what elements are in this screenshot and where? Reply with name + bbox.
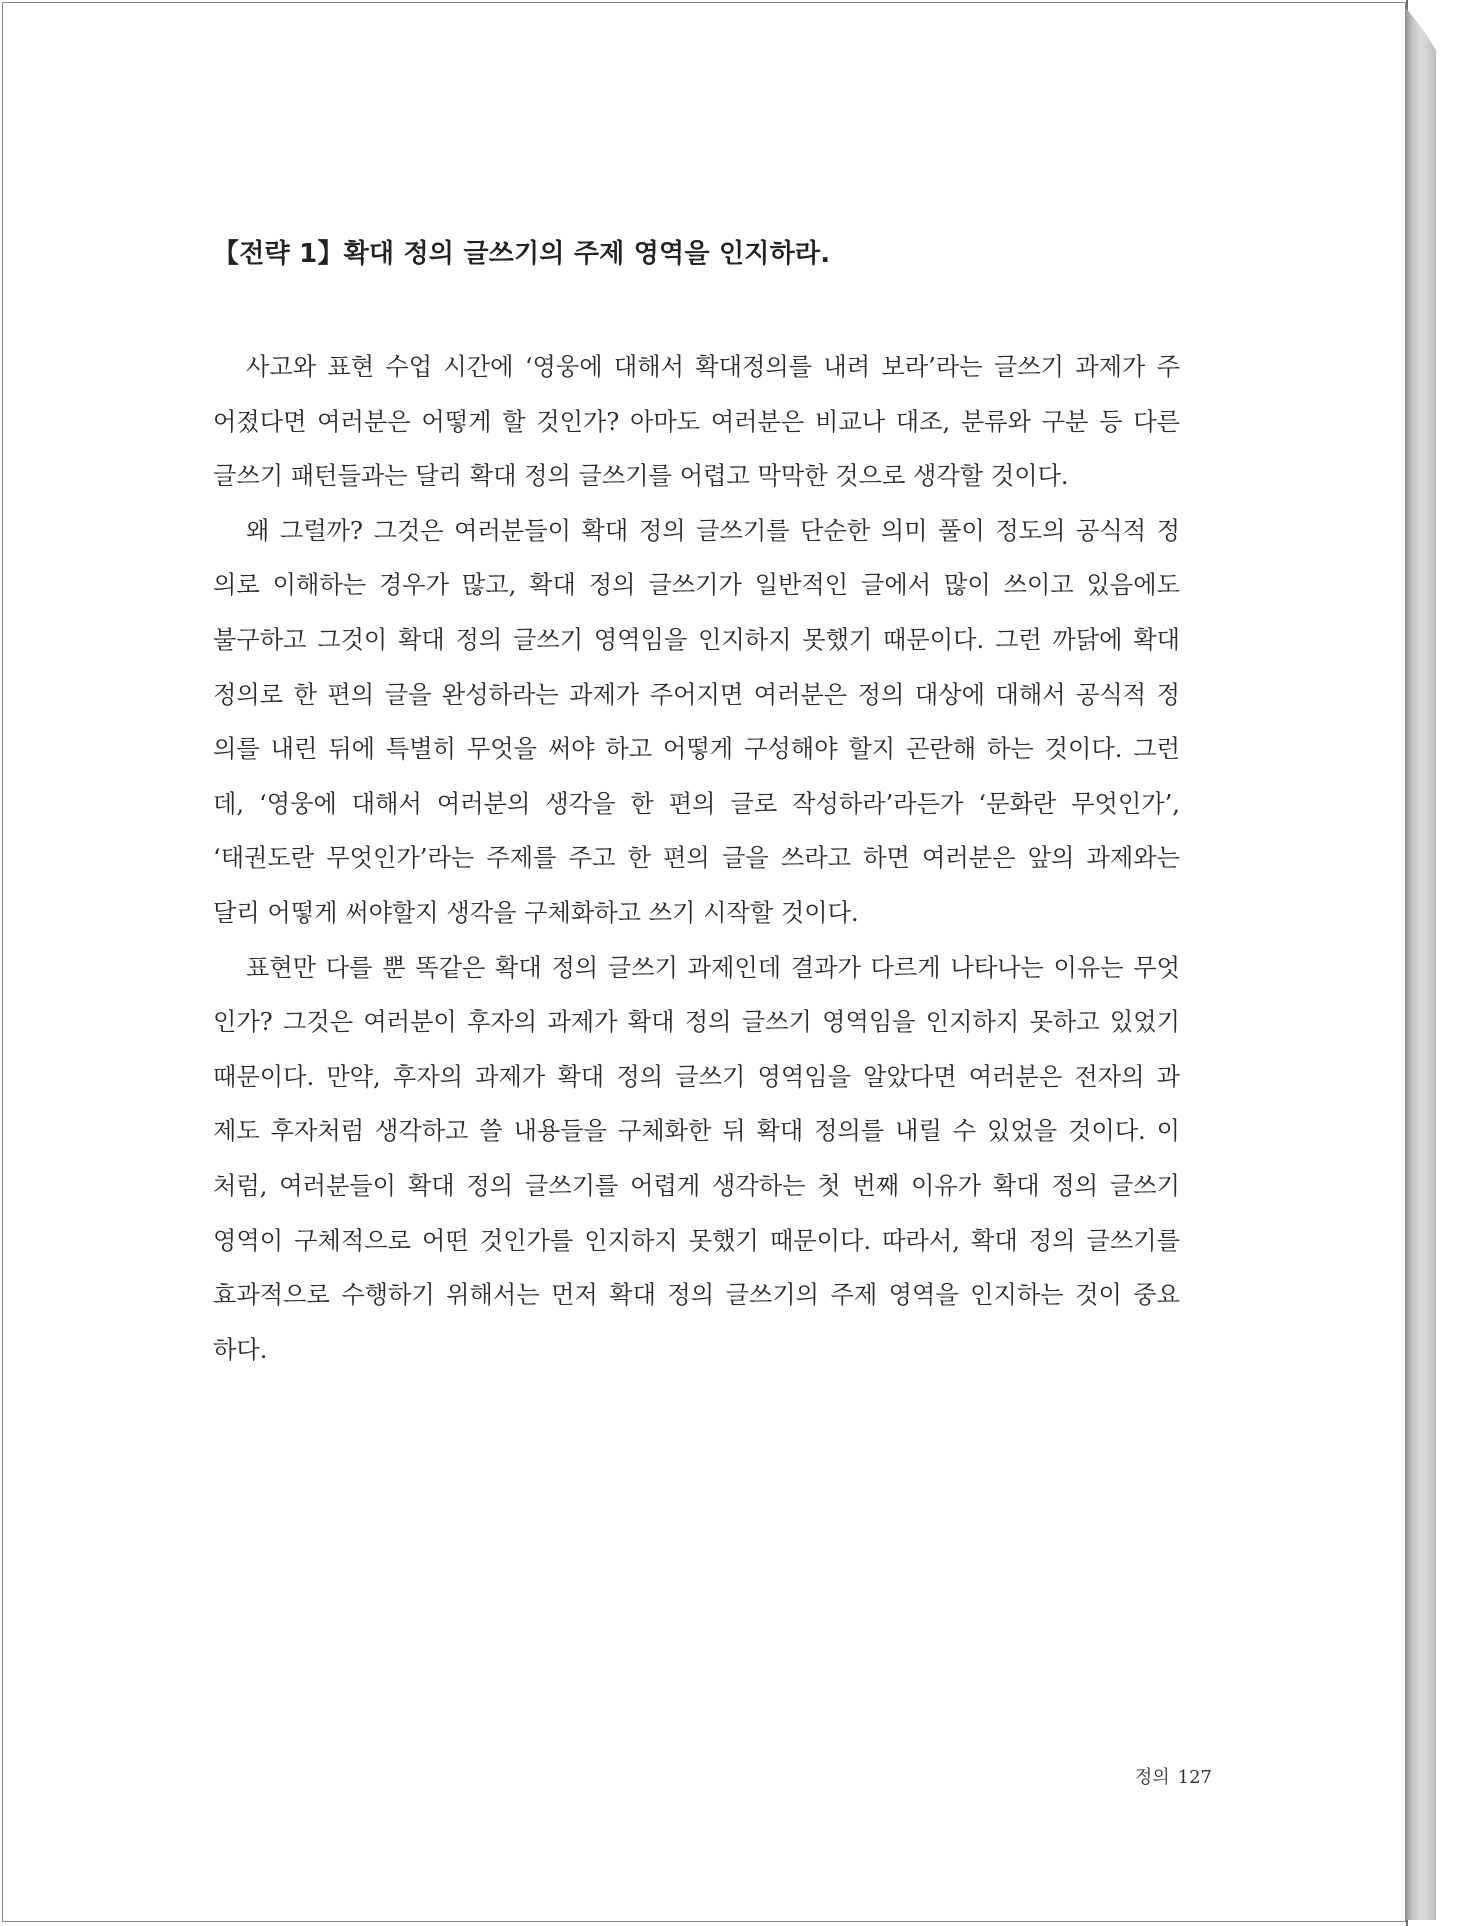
strategy-heading: 【전략 1】확대 정의 글쓰기의 주제 영역을 인지하라.	[213, 239, 831, 269]
text-line: 영역이 구체적으로 어떤 것인가를 인지하지 못했기 때문이다. 따라서, 확대 정의 글쓰기를	[213, 1226, 1180, 1255]
text-line: 왜 그럴까? 그것은 여러분들이 확대 정의 글쓰기를 단순한 의미 풀이 정도의 공식적 정	[246, 516, 1180, 545]
text-line: 하다.	[213, 1335, 268, 1364]
text-line: 제도 후자처럼 생각하고 쓸 내용들을 구체화한 뒤 확대 정의를 내릴 수 있었을 것이다. 이	[213, 1117, 1180, 1146]
text-line: 표현만 다를 뿐 똑같은 확대 정의 글쓰기 과제인데 결과가 다르게 나타나는 이유는 무엇	[246, 953, 1180, 982]
book-page-edge	[1406, 8, 1436, 1920]
text-line: 의를 내린 뒤에 특별히 무엇을 써야 하고 어떻게 구성해야 할지 곤란해 하는 것이다. 그런	[213, 735, 1180, 764]
text-line: 정의로 한 편의 글을 완성하라는 과제가 주어지면 여러분은 정의 대상에 대해서 공식적 정	[213, 680, 1180, 709]
text-line: 사고와 표현 수업 시간에 ‘영웅에 대해서 확대정의를 내려 보라’라는 글쓰기 과제가 주	[246, 353, 1180, 381]
text-line: 글쓰기 패턴들과는 달리 확대 정의 글쓰기를 어렵고 막막한 것으로 생각할 것이다.	[213, 462, 1069, 491]
page-number: 127	[1177, 1767, 1212, 1788]
text-line: 인가? 그것은 여러분이 후자의 과제가 확대 정의 글쓰기 영역임을 인지하지 못하고 있었기	[213, 1008, 1180, 1037]
text-line: 의로 이해하는 경우가 많고, 확대 정의 글쓰기가 일반적인 글에서 많이 쓰이고 있음에도	[213, 571, 1180, 600]
text-line: 어졌다면 여러분은 어떻게 할 것인가? 아마도 여러분은 비교나 대조, 분류와 구분 등 다른	[213, 407, 1180, 436]
body-text	[213, 340, 1193, 1377]
page-footer	[1135, 1763, 1212, 1789]
text-line: 불구하고 그것이 확대 정의 글쓰기 영역임을 인지하지 못했기 때문이다. 그런 까닭에 확대	[213, 625, 1180, 654]
text-line: 효과적으로 수행하기 위해서는 먼저 확대 정의 글쓰기의 주제 영역을 인지하는 것이 중요	[213, 1281, 1180, 1310]
text-line: ‘태권도란 무엇인가’라는 주제를 주고 한 편의 글을 쓰라고 하면 여러분은 앞의 과제와는	[213, 844, 1180, 873]
text-line: 데, ‘영웅에 대해서 여러분의 생각을 한 편의 글로 작성하라’라든가 ‘문화란 무엇인가’,	[213, 789, 1180, 818]
text-line: 달리 어떻게 써야할지 생각을 구체화하고 쓰기 시작할 것이다.	[213, 898, 859, 927]
text-line: 때문이다. 만약, 후자의 과제가 확대 정의 글쓰기 영역임을 알았다면 여러분은 전자의 과	[213, 1062, 1180, 1091]
text-line: 처럼, 여러분들이 확대 정의 글쓰기를 어렵게 생각하는 첫 번째 이유가 확대 정의 글쓰기	[213, 1171, 1180, 1200]
footer-section-title: 정의	[1134, 1767, 1170, 1788]
